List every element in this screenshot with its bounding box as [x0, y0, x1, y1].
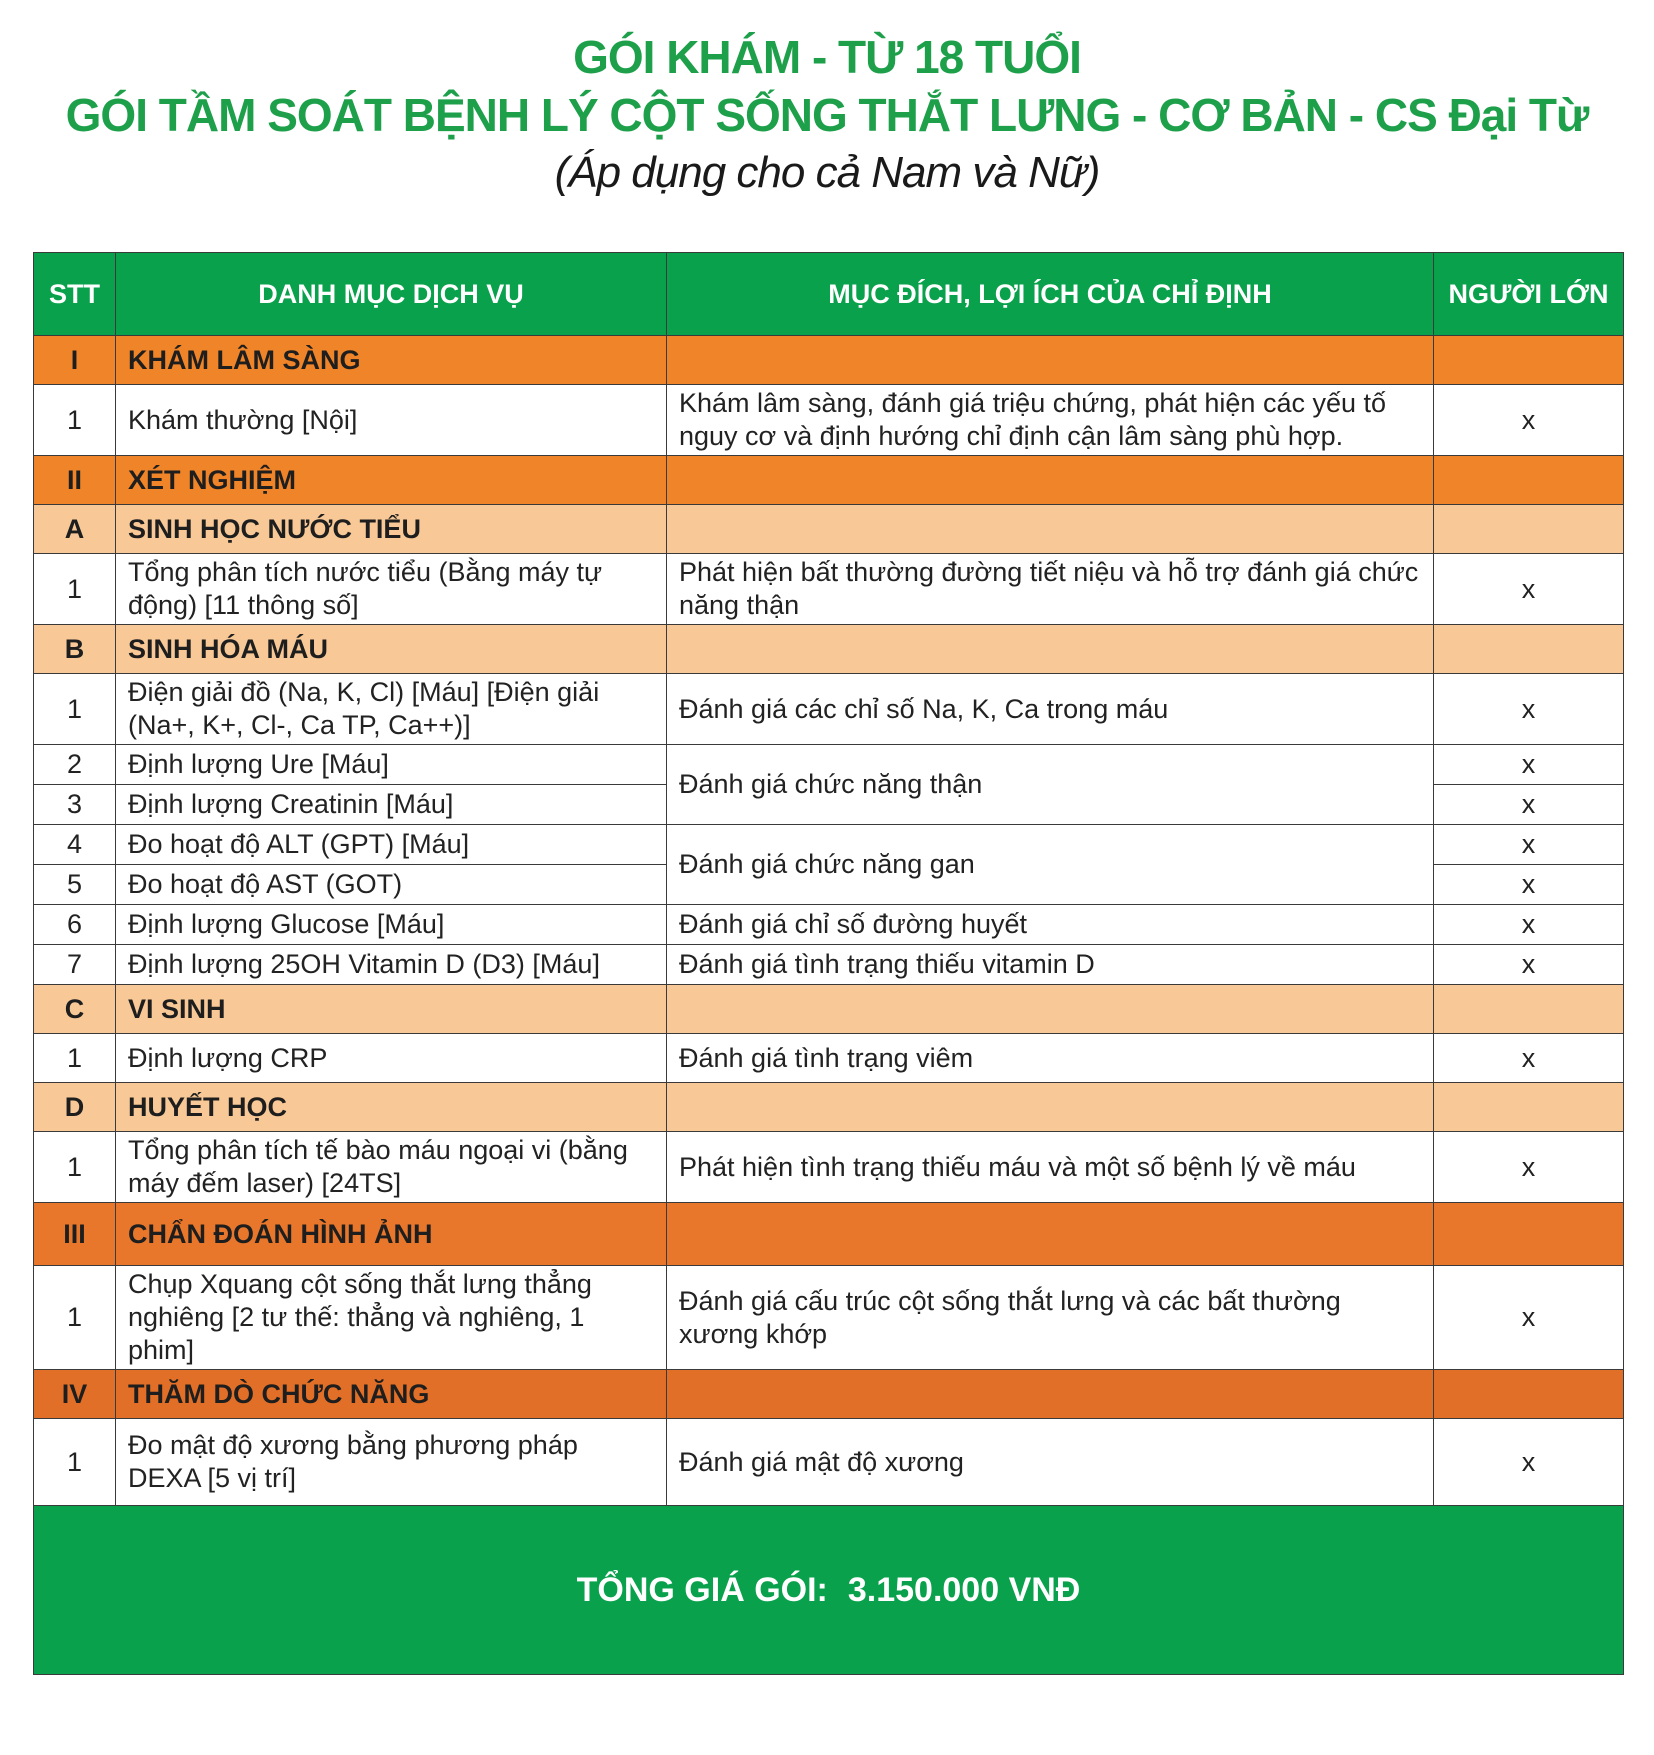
row-purpose: Đánh giá cấu trúc cột sống thắt lưng và các bất thường xương khớp: [667, 1266, 1434, 1370]
row-adult-mark: x: [1434, 905, 1624, 945]
row-adult-mark: x: [1434, 1419, 1624, 1506]
col-header-service: DANH MỤC DỊCH VỤ: [116, 253, 667, 336]
table-row: [34, 1034, 1624, 1083]
section-row-xet-nghiem: [34, 456, 1624, 505]
row-service: Tổng phân tích tế bào máu ngoại vi (bằng máy đếm laser) [24TS]: [116, 1132, 667, 1203]
row-service: Định lượng Creatinin [Máu]: [116, 785, 667, 825]
row-adult-mark: x: [1434, 865, 1624, 905]
table-header: [34, 253, 1624, 336]
row-adult-mark: x: [1434, 945, 1624, 985]
row-stt: 5: [34, 865, 116, 905]
row-purpose: Đánh giá chức năng thận: [667, 745, 1434, 825]
row-service: Khám thường [Nội]: [116, 385, 667, 456]
row-service: Đo mật độ xương bằng phương pháp DEXA [5 vị trí]: [116, 1419, 667, 1506]
row-adult-mark: x: [1434, 825, 1624, 865]
row-stt: 1: [34, 385, 116, 456]
row-purpose: Đánh giá tình trạng thiếu vitamin D: [667, 945, 1434, 985]
row-stt: 1: [34, 674, 116, 745]
subsection-name: HUYẾT HỌC: [116, 1083, 667, 1132]
row-adult-mark: x: [1434, 785, 1624, 825]
subsection-stt: B: [34, 625, 116, 674]
total-price-row: [34, 1506, 1624, 1675]
section-row-tham-do-chuc-nang: [34, 1370, 1624, 1419]
table-row: [34, 385, 1624, 456]
row-purpose: Phát hiện tình trạng thiếu máu và một số bệnh lý về máu: [667, 1132, 1434, 1203]
table-row: [34, 674, 1624, 745]
row-purpose: Đánh giá tình trạng viêm: [667, 1034, 1434, 1083]
section-name: KHÁM LÂM SÀNG: [116, 336, 667, 385]
row-stt: 1: [34, 1419, 116, 1506]
subsection-name: VI SINH: [116, 985, 667, 1034]
row-service: Định lượng Ure [Máu]: [116, 745, 667, 785]
section-name: THĂM DÒ CHỨC NĂNG: [116, 1370, 667, 1419]
section-stt: I: [34, 336, 116, 385]
table-row: [34, 1419, 1624, 1506]
subsection-row-nuoc-tieu: [34, 505, 1624, 554]
table-row: [34, 1266, 1624, 1370]
row-stt: 2: [34, 745, 116, 785]
package-subtitle: (Áp dụng cho cả Nam và Nữ): [554, 148, 1100, 197]
row-adult-mark: x: [1434, 674, 1624, 745]
row-service: Đo hoạt độ AST (GOT): [116, 865, 667, 905]
subsection-row-huyet-hoc: [34, 1083, 1624, 1132]
table-row: [34, 825, 1624, 865]
row-service: Định lượng CRP: [116, 1034, 667, 1083]
subsection-row-vi-sinh: [34, 985, 1624, 1034]
section-row-kham-lam-sang: [34, 336, 1624, 385]
total-price-label: TỔNG GIÁ GÓI:: [576, 1570, 828, 1609]
table-row: [34, 554, 1624, 625]
row-purpose: Đánh giá chức năng gan: [667, 825, 1434, 905]
row-service: Chụp Xquang cột sống thắt lưng thẳng nghiêng [2 tư thế: thẳng và nghiêng, 1 phim]: [116, 1266, 667, 1370]
section-row-chan-doan-hinh-anh: [34, 1203, 1624, 1266]
package-title: GÓI KHÁM - TỪ 18 TUỔI: [573, 31, 1081, 83]
col-header-adult: NGƯỜI LỚN: [1434, 253, 1624, 336]
row-purpose: Đánh giá chỉ số đường huyết: [667, 905, 1434, 945]
row-stt: 6: [34, 905, 116, 945]
table-row: [34, 945, 1624, 985]
row-adult-mark: x: [1434, 1266, 1624, 1370]
row-purpose: Đánh giá các chỉ số Na, K, Ca trong máu: [667, 674, 1434, 745]
row-adult-mark: x: [1434, 554, 1624, 625]
total-price-value: 3.150.000 VNĐ: [847, 1570, 1081, 1609]
row-service: Định lượng 25OH Vitamin D (D3) [Máu]: [116, 945, 667, 985]
table-row: [34, 745, 1624, 785]
service-table: [33, 252, 1624, 1675]
section-name: XÉT NGHIỆM: [116, 456, 667, 505]
col-header-purpose: MỤC ĐÍCH, LỢI ÍCH CỦA CHỈ ĐỊNH: [667, 253, 1434, 336]
row-purpose: Đánh giá mật độ xương: [667, 1419, 1434, 1506]
subsection-stt: A: [34, 505, 116, 554]
row-stt: 1: [34, 554, 116, 625]
table-row: [34, 905, 1624, 945]
row-adult-mark: x: [1434, 385, 1624, 456]
row-purpose: Phát hiện bất thường đường tiết niệu và hỗ trợ đánh giá chức năng thận: [667, 554, 1434, 625]
row-stt: 1: [34, 1034, 116, 1083]
row-adult-mark: x: [1434, 745, 1624, 785]
section-name: CHẨN ĐOÁN HÌNH ẢNH: [116, 1203, 667, 1266]
subsection-stt: D: [34, 1083, 116, 1132]
row-stt: 1: [34, 1266, 116, 1370]
row-service: Đo hoạt độ ALT (GPT) [Máu]: [116, 825, 667, 865]
col-header-stt: STT: [34, 253, 116, 336]
row-stt: 1: [34, 1132, 116, 1203]
row-stt: 7: [34, 945, 116, 985]
row-adult-mark: x: [1434, 1034, 1624, 1083]
row-stt: 4: [34, 825, 116, 865]
section-stt: II: [34, 456, 116, 505]
row-service: Định lượng Glucose [Máu]: [116, 905, 667, 945]
row-service: Điện giải đồ (Na, K, Cl) [Máu] [Điện giải (Na+, K+, Cl-, Ca TP, Ca++)]: [116, 674, 667, 745]
row-stt: 3: [34, 785, 116, 825]
row-adult-mark: x: [1434, 1132, 1624, 1203]
row-service: Tổng phân tích nước tiểu (Bằng máy tự động) [11 thông số]: [116, 554, 667, 625]
section-stt: III: [34, 1203, 116, 1266]
subsection-row-sinh-hoa-mau: [34, 625, 1624, 674]
subsection-name: SINH HỌC NƯỚC TIỂU: [116, 505, 667, 554]
table-row: [34, 1132, 1624, 1203]
package-name: GÓI TẦM SOÁT BỆNH LÝ CỘT SỐNG THẮT LƯNG - CƠ BẢN - CS Đại Từ: [65, 89, 1589, 141]
subsection-stt: C: [34, 985, 116, 1034]
section-stt: IV: [34, 1370, 116, 1419]
row-purpose: Khám lâm sàng, đánh giá triệu chứng, phát hiện các yếu tố nguy cơ và định hướng chỉ định cận lâm sàng phù hợp.: [667, 385, 1434, 456]
subsection-name: SINH HÓA MÁU: [116, 625, 667, 674]
